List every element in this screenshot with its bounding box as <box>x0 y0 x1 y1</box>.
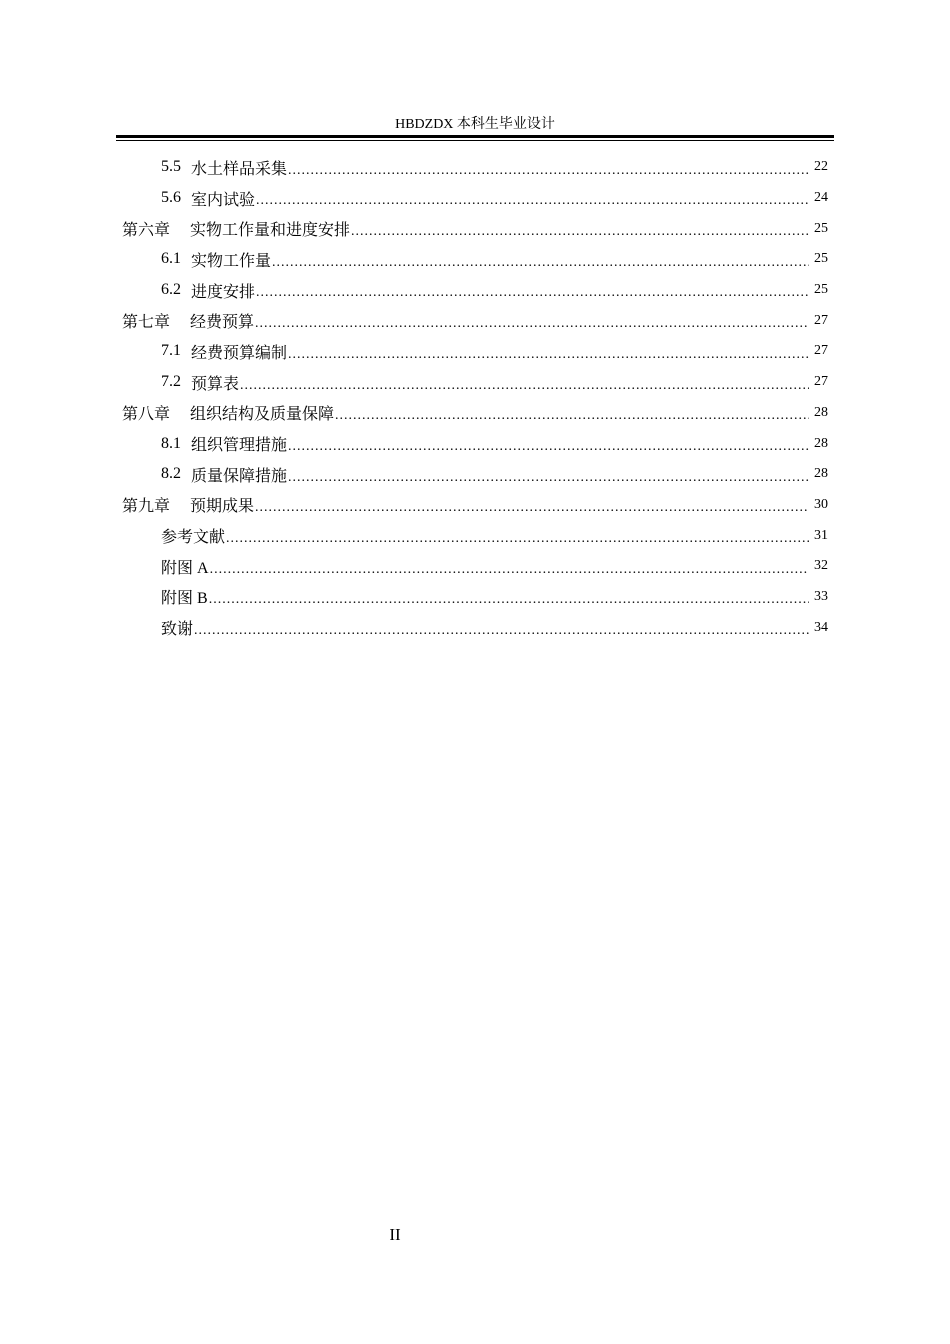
toc-entry-label: 预期成果 <box>190 496 255 516</box>
toc-entry-label: 水土样品采集 <box>191 160 288 178</box>
toc-page-number: 28 <box>814 435 828 451</box>
toc-dot-leader <box>351 224 809 244</box>
toc-section-entry[interactable] <box>122 428 828 459</box>
toc-page-number: 25 <box>814 220 828 236</box>
toc-dot-leader <box>288 470 809 490</box>
toc-section-entry[interactable] <box>122 152 828 183</box>
header-rule-thin <box>116 140 834 141</box>
toc-section-entry[interactable] <box>122 367 828 398</box>
toc-entry-number: 6.1 <box>161 250 181 268</box>
toc-entry-label: 质量保障措施 <box>191 467 288 485</box>
toc-entry-label: 组织结构及质量保障 <box>190 404 335 424</box>
toc-dot-leader <box>288 439 809 459</box>
toc-entry-label: 附图 B <box>161 590 208 608</box>
toc-dot-leader <box>335 408 809 428</box>
toc-chapter-entry[interactable] <box>122 213 828 244</box>
toc-entry-number: 第七章 <box>122 312 171 332</box>
toc-entry-number: 第六章 <box>122 220 171 240</box>
toc-dot-leader <box>240 378 809 398</box>
toc-dot-leader <box>210 562 809 582</box>
toc-dot-leader <box>288 347 809 367</box>
toc-section-entry[interactable] <box>122 336 828 367</box>
toc-page-number: 27 <box>814 312 828 328</box>
toc-section-entry[interactable] <box>122 520 828 551</box>
toc-entry-number: 第九章 <box>122 496 171 516</box>
toc-page-number: 28 <box>814 466 828 482</box>
toc-page-number: 25 <box>814 282 828 298</box>
toc-entry-label: 室内试验 <box>191 191 256 209</box>
toc-entry-number: 8.2 <box>161 465 181 483</box>
table-of-contents <box>122 152 828 643</box>
toc-chapter-entry[interactable] <box>122 305 828 336</box>
toc-section-entry[interactable] <box>122 612 828 643</box>
toc-page-number: 31 <box>814 527 828 543</box>
toc-entry-number: 7.1 <box>161 342 181 360</box>
toc-dot-leader <box>256 285 809 305</box>
toc-chapter-entry[interactable] <box>122 490 828 521</box>
toc-entry-label: 经费预算 <box>190 312 255 332</box>
toc-entry-number: 5.5 <box>161 158 181 176</box>
toc-page-number: 27 <box>814 374 828 390</box>
toc-page-number: 24 <box>814 190 828 206</box>
toc-page-number: 25 <box>814 251 828 267</box>
toc-entry-label: 参考文献 <box>161 529 226 547</box>
toc-section-entry[interactable] <box>122 459 828 490</box>
header-rule-thick <box>116 135 834 138</box>
toc-section-entry[interactable] <box>122 582 828 613</box>
running-header: HBDZDX 本科生毕业设计 <box>395 117 555 132</box>
toc-dot-leader <box>256 193 809 213</box>
toc-section-entry[interactable] <box>122 183 828 214</box>
toc-page-number: 22 <box>814 159 828 175</box>
toc-entry-label: 实物工作量和进度安排 <box>190 220 351 240</box>
toc-entry-label: 实物工作量 <box>191 252 272 270</box>
toc-dot-leader <box>194 623 809 643</box>
toc-entry-label: 进度安排 <box>191 283 256 301</box>
toc-section-entry[interactable] <box>122 275 828 306</box>
toc-dot-leader <box>255 500 809 520</box>
toc-page-number: 33 <box>814 588 828 604</box>
toc-page-number: 30 <box>814 496 828 512</box>
toc-section-entry[interactable] <box>122 551 828 582</box>
toc-dot-leader <box>255 316 809 336</box>
toc-entry-label: 经费预算编制 <box>191 344 288 362</box>
toc-dot-leader <box>209 592 809 612</box>
toc-page-number: 27 <box>814 343 828 359</box>
toc-chapter-entry[interactable] <box>122 398 828 429</box>
toc-entry-label: 组织管理措施 <box>191 437 288 455</box>
page-number: II <box>389 1225 401 1244</box>
toc-entry-number: 第八章 <box>122 404 171 424</box>
toc-entry-number: 5.6 <box>161 189 181 207</box>
toc-page-number: 32 <box>814 558 828 574</box>
toc-entry-label: 附图 A <box>161 559 209 577</box>
toc-entry-number: 8.1 <box>161 434 181 452</box>
toc-entry-number: 6.2 <box>161 281 181 299</box>
toc-entry-label: 预算表 <box>191 375 240 393</box>
toc-dot-leader <box>226 531 809 551</box>
toc-dot-leader <box>272 255 809 275</box>
toc-page-number: 34 <box>814 619 828 635</box>
toc-dot-leader <box>288 163 809 183</box>
toc-page-number: 28 <box>814 404 828 420</box>
toc-entry-number: 7.2 <box>161 373 181 391</box>
toc-section-entry[interactable] <box>122 244 828 275</box>
toc-entry-label: 致谢 <box>161 621 194 639</box>
